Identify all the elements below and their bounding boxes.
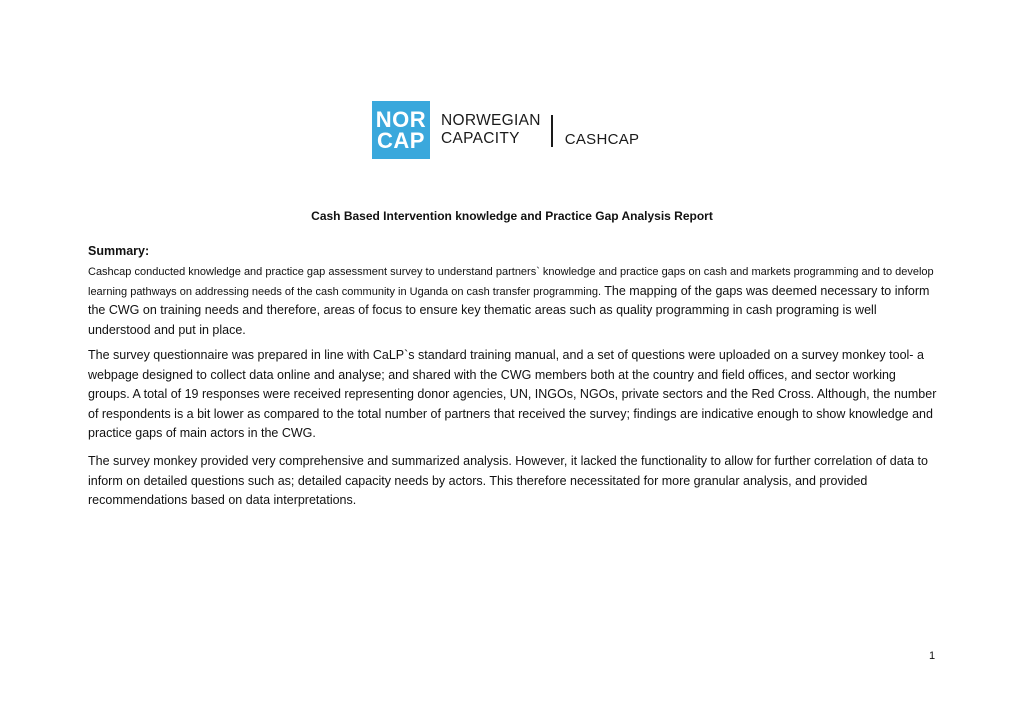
logo-box-line2: CAP — [377, 128, 425, 153]
logo-divider — [551, 115, 553, 147]
logo-name-line2: CAPACITY — [441, 130, 520, 147]
logo-name-line1: NORWEGIAN — [441, 112, 541, 129]
logo-cashcap: CASHCAP — [564, 130, 640, 148]
summary-paragraph-1 — [88, 262, 940, 340]
logo-org-name — [441, 112, 541, 148]
summary-paragraph-1-rest: The mapping of the gaps was deemed necessary to inform the CWG on training needs and therefore, areas of focus to ensure key thematic areas such as quality programming in cash programing is well understood and put in place. — [88, 283, 930, 337]
page-number: 1 — [929, 650, 936, 662]
summary-heading: Summary: — [88, 244, 150, 258]
norcap-logo — [372, 100, 639, 160]
summary-paragraph-2: The survey questionnaire was prepared in line with CaLP`s standard training manual, and a set of questions were uploaded on a survey monkey tool- a webpage designed to collect data online and analyse; and shared with the CWG members both at the country and field offices, and sector working groups. A total of 19 responses were received representing donor agencies, UN, INGOs, NGOs, private sectors and the Red Cross. Although, the number of respondents is a bit lower as compared to the total number of partners that received the survey; findings are indicative enough to show knowledge and practice gaps of main actors in the CWG. — [88, 348, 937, 440]
logo-box-line1: NOR — [375, 107, 427, 132]
summary-paragraph-1-intro: Cashcap conducted knowledge and practice gap assessment survey to understand partners` knowledge and practice gaps on cash and markets programming and to develop learning pathways on addressing needs of the cash community in Uganda on cash transfer programming. — [88, 266, 934, 298]
norcap-logo-box — [372, 101, 430, 159]
summary-paragraph-3: The survey monkey provided very comprehensive and summarized analysis. However, it lacked the functionality to allow for further correlation of data to inform on detailed questions such as; detailed capacity needs by actors. This therefore necessitated for more granular analysis, and provided recommendations based on data interpretations. — [88, 454, 928, 507]
document-title: Cash Based Intervention knowledge and Practice Gap Analysis Report — [311, 209, 713, 223]
